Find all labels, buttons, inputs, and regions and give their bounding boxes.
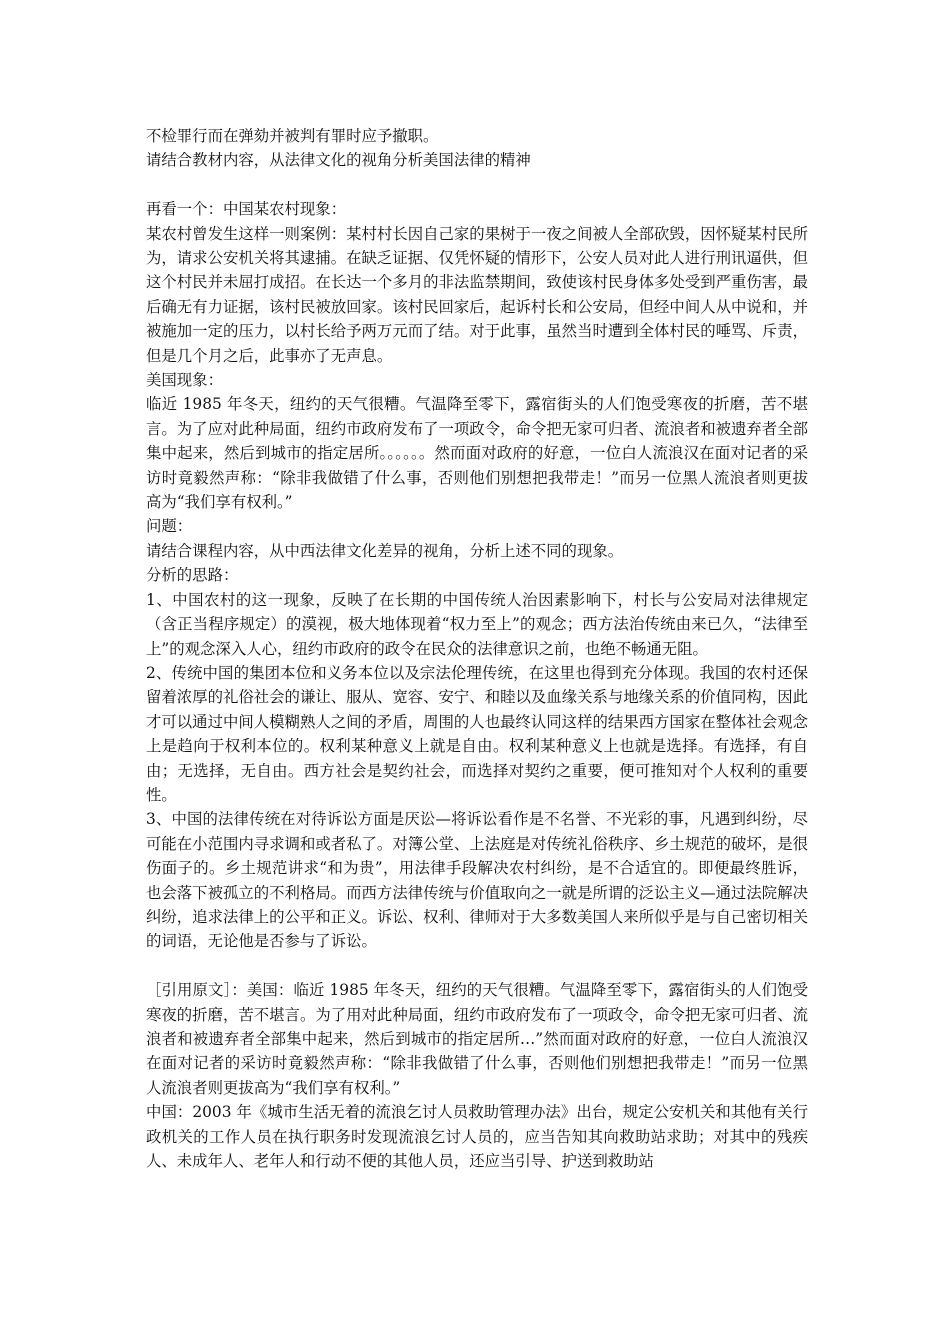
us-heading: 美国现象： <box>146 371 223 390</box>
question-paragraph: 请结合课程内容，从中西法律文化差异的视角，分析上述不同的现象。 <box>146 541 624 560</box>
quote-paragraph: ［引用原文］：美国：临近 1985 年冬天，纽约的天气很糟。气温降至零下，露宿街头的人们饱受寒夜的折磨，苦不堪言。为了用对此种局面，纽约市政府发布了一项政令，命令把无家可归者、流浪者和被遗弃者全部集中起来，然后到城市的指定居所…”然而面对政府的好意，一位白人流浪汉在面对记者的采访时竟毅然声称：“除非我做错了什么事，否则他们别想把我带走！”而另一位黑人流浪者则更拔高为“我们享有权利。” <box>146 981 808 1097</box>
intro-line-1: 不检罪行而在弹劾并被判有罪时应予撤职。 <box>146 127 439 145</box>
china-case-paragraph: 某农村曾发生这样一则案例：某村村长因自己家的果树于一夜之间被人全部砍毁，因怀疑某村民所为，请求公安机关将其逮捕。在缺乏证据、仅凭怀疑的情形下，公安人员对此人进行刑讯逼供，但这个村民并未屈打成招。在长达一个多月的非法监禁期间，致使该村民身体多处受到严重伤害，最后确无有力证据，该村民被放回家。该村民回家后，起诉村长和公安局，但经中间人从中说和，并被施加一定的压力，以村长给予两万元而了结。对于此事，虽然当时遭到全体村民的唾骂、斥责，但是几个月之后，此事亦了无声息。 <box>146 224 808 365</box>
intro-line-2: 请结合教材内容，从法律文化的视角分析美国法律的精神 <box>146 151 531 170</box>
question-heading: 问题： <box>146 517 193 536</box>
case-heading: 再看一个：中国某农村现象： <box>146 200 347 219</box>
analysis-point-2: 2、传统中国的集团本位和义务本位以及宗法伦理传统，在这里也得到充分体现。我国的农村还保留着浓厚的礼俗社会的谦让、服从、宽容、安宁、和睦以及血缘关系与地缘关系的价值同构，因此才可以通过中间人模糊熟人之间的矛盾，周围的人也最终认同这样的结果西方国家在整体社会观念上是趋向于权利本位的。权利某种意义上就是自由。权利某种意义上也就是选择。有选择，有自由；无选择，无自由。西方社会是契约社会，而选择对契约之重要，便可推知对个人权利的重要性。 <box>146 663 808 804</box>
analysis-point-1: 1、中国农村的这一现象，反映了在长期的中国传统人治因素影响下，村长与公安局对法律规定（含正当程序规定）的漠视，极大地体现着“权力至上”的观念；西方法治传统由来已久，“法律至上”的观念深入人心，纽约市政府的政令在民众的法律意识之前，也绝不畅通无阻。 <box>146 590 808 658</box>
blank-line <box>146 173 808 197</box>
document-page <box>146 124 808 1173</box>
us-case-paragraph: 临近 1985 年冬天，纽约的天气很糟。气温降至零下，露宿街头的人们饱受寒夜的折磨，苦不堪言。为了应对此种局面，纽约市政府发布了一项政令，命令把无家可归者、流浪者和被遗弃者全部集中起来，然后到城市的指定居所。。。。。。然而面对政府的好意，一位白人流浪汉在面对记者的采访时竟毅然声称：“除非我做错了什么事，否则他们别想把我带走！”而另一位黑人流浪者则更拔高为“我们享有权利。” <box>146 395 808 512</box>
analysis-heading: 分析的思路： <box>146 566 239 585</box>
blank-line <box>146 954 808 978</box>
china-quote-paragraph: 中国：2003 年《城市生活无着的流浪乞讨人员救助管理办法》出台，规定公安机关和其他有关行政机关的工作人员在执行职务时发现流浪乞讨人员的，应当告知其向救助站求助；对其中的残疾人、未成年人、老年人和行动不便的其他人员，还应当引导、护送到救助站 <box>146 1103 808 1171</box>
analysis-point-3: 3、中国的法律传统在对待诉讼方面是厌讼—将诉讼看作是不名誉、不光彩的事，凡遇到纠纷，尽可能在小范围内寻求调和或者私了。对簿公堂、上法庭是对传统礼俗秩序、乡土规范的破坏，是很伤面子的。乡土规范讲求“和为贵”，用法律手段解决农村纠纷，是不合适宜的。即便最终胜诉，也会落下被孤立的不利格局。而西方法律传统与价值取向之一就是所谓的泛讼主义—通过法院解决纠纷，追求法律上的公平和正义。诉讼、权利、律师对于大多数美国人来所似乎是与自己密切相关的词语，无论他是否参与了诉讼。 <box>146 810 808 951</box>
